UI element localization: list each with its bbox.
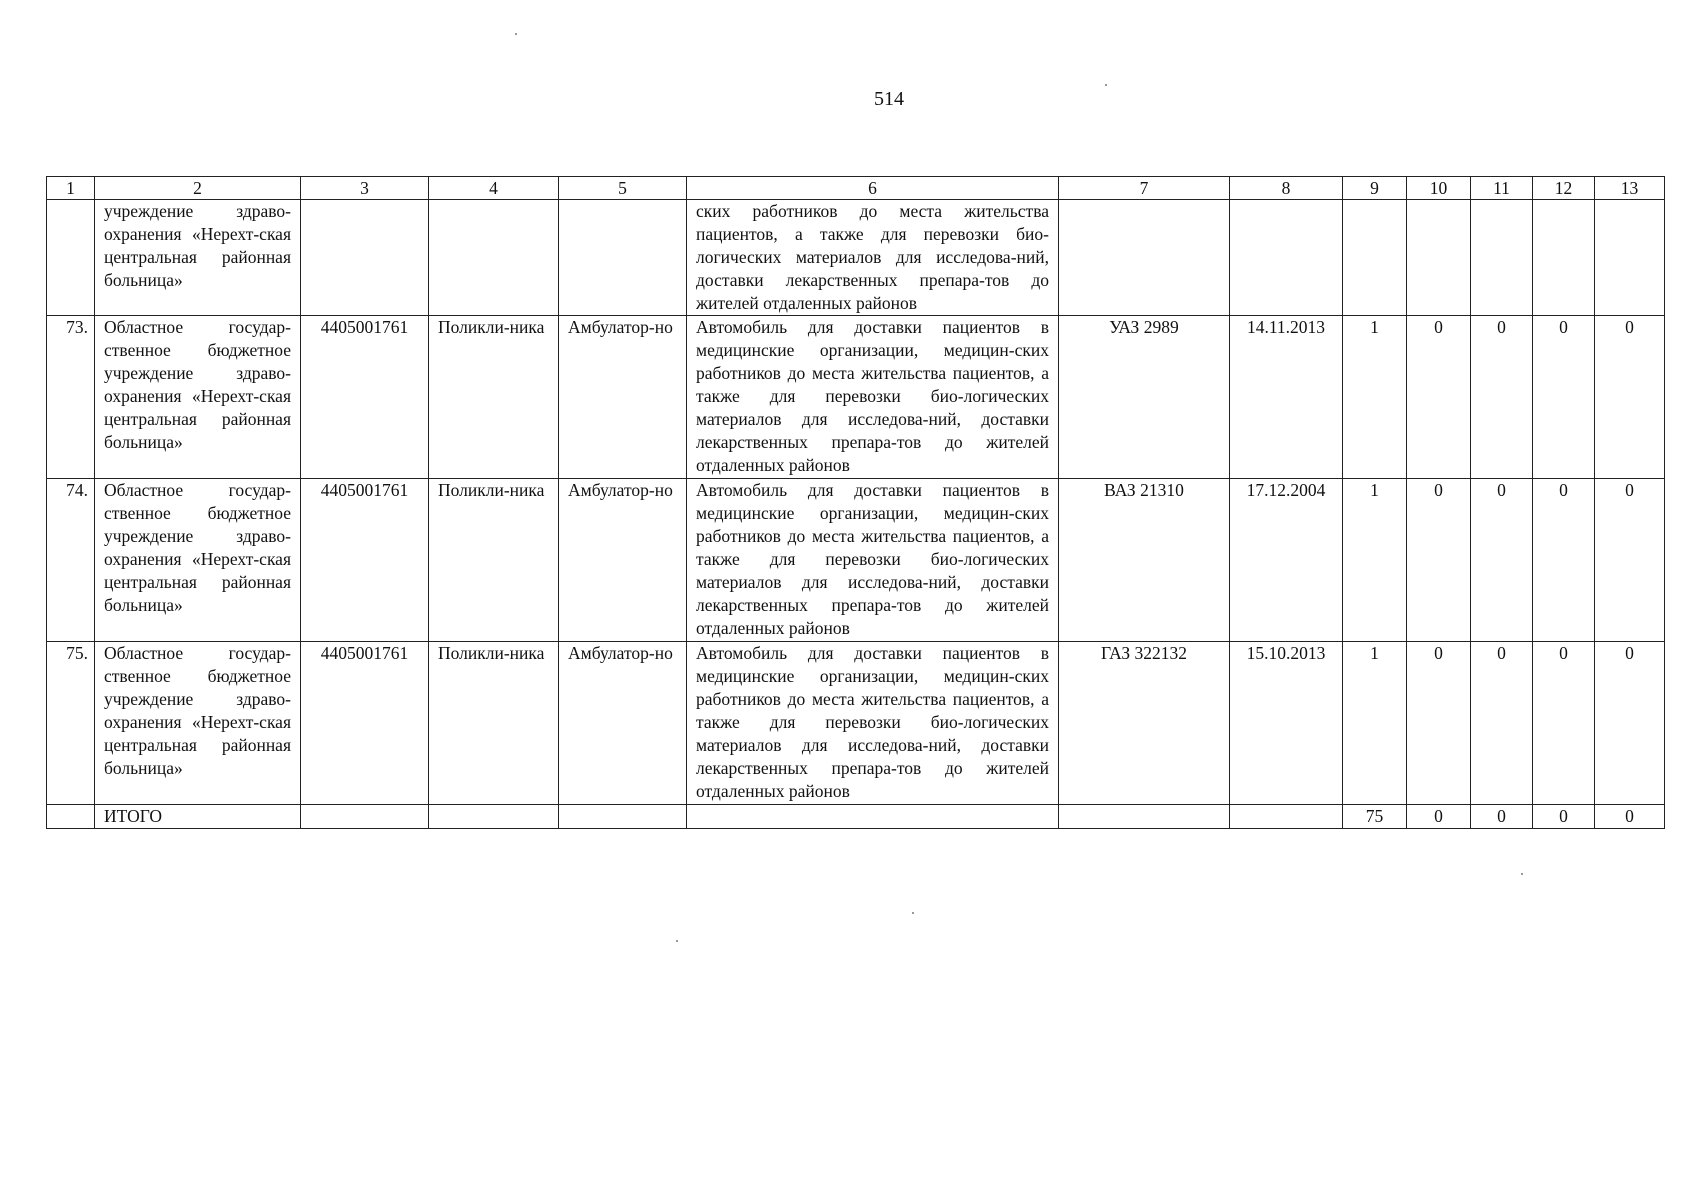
vehicle-model-cell: ВАЗ 21310: [1059, 479, 1230, 642]
description-cell: ских работников до места жительства пациентов, а также для перевозки био-логических материалов для исследова-ний, доставки лекарственных препара-тов до жителей отдаленных районов: [687, 200, 1059, 316]
facility-type-cell: Поликли-ника: [429, 642, 559, 805]
header-cell: 11: [1471, 177, 1533, 200]
col9-cell: 1: [1343, 479, 1407, 642]
col10-cell: 0: [1407, 642, 1471, 805]
vehicle-model-cell: УАЗ 2989: [1059, 316, 1230, 479]
org-cell: Областное государ-ственное бюджетное учреждение здраво-охранения «Нерехт-ская центральная районная больница»: [95, 479, 301, 642]
org-cell: Областное государ-ственное бюджетное учреждение здраво-охранения «Нерехт-ская центральная районная больница»: [95, 316, 301, 479]
date-cell: 17.12.2004: [1230, 479, 1343, 642]
col9-cell: 1: [1343, 316, 1407, 479]
total-col10: 0: [1407, 805, 1471, 829]
date-cell: 14.11.2013: [1230, 316, 1343, 479]
care-type-cell: Амбулатор-но: [559, 479, 687, 642]
header-cell: 7: [1059, 177, 1230, 200]
header-cell: 1: [47, 177, 95, 200]
org-cell: учреждение здраво-охранения «Нерехт-ская центральная районная больница»: [95, 200, 301, 316]
col13-cell: 0: [1595, 479, 1665, 642]
total-label: ИТОГО: [95, 805, 301, 829]
care-type-cell: Амбулатор-но: [559, 316, 687, 479]
header-cell: 6: [687, 177, 1059, 200]
care-type-cell: Амбулатор-но: [559, 642, 687, 805]
scan-speck: [676, 940, 678, 942]
total-col9: 75: [1343, 805, 1407, 829]
inn-cell: 4405001761: [301, 642, 429, 805]
page-number: 514: [874, 88, 904, 110]
total-col11: 0: [1471, 805, 1533, 829]
row-number: 75.: [47, 642, 95, 805]
header-cell: 10: [1407, 177, 1471, 200]
row-number: 74.: [47, 479, 95, 642]
description-cell: Автомобиль для доставки пациентов в медицинские организации, медицин-ских работников до места жительства пациентов, а также для перевозки био-логических материалов для исследова-ний, доставки лекарственных препара-тов до жителей отдаленных районов: [687, 642, 1059, 805]
column-number-row: [47, 177, 1665, 200]
scan-speck: [1105, 84, 1107, 86]
col13-cell: 0: [1595, 642, 1665, 805]
scan-speck: [1521, 873, 1523, 875]
header-cell: 9: [1343, 177, 1407, 200]
table-row: [47, 316, 1665, 479]
date-cell: 15.10.2013: [1230, 642, 1343, 805]
col9-cell: 1: [1343, 642, 1407, 805]
header-cell: 13: [1595, 177, 1665, 200]
vehicle-model-cell: ГАЗ 322132: [1059, 642, 1230, 805]
header-cell: 12: [1533, 177, 1595, 200]
header-cell: 5: [559, 177, 687, 200]
header-cell: 2: [95, 177, 301, 200]
row-number: 73.: [47, 316, 95, 479]
col11-cell: 0: [1471, 642, 1533, 805]
col10-cell: 0: [1407, 479, 1471, 642]
header-cell: 8: [1230, 177, 1343, 200]
total-col13: 0: [1595, 805, 1665, 829]
total-col12: 0: [1533, 805, 1595, 829]
scan-speck: [912, 912, 914, 914]
col11-cell: 0: [1471, 479, 1533, 642]
table-row: [47, 479, 1665, 642]
org-cell: Областное государ-ственное бюджетное учреждение здраво-охранения «Нерехт-ская центральная районная больница»: [95, 642, 301, 805]
header-cell: 4: [429, 177, 559, 200]
vehicle-table: [46, 176, 1665, 829]
description-cell: Автомобиль для доставки пациентов в медицинские организации, медицин-ских работников до места жительства пациентов, а также для перевозки био-логических материалов для исследова-ний, доставки лекарственных препара-тов до жителей отдаленных районов: [687, 479, 1059, 642]
col13-cell: 0: [1595, 316, 1665, 479]
col12-cell: 0: [1533, 316, 1595, 479]
inn-cell: 4405001761: [301, 316, 429, 479]
col12-cell: 0: [1533, 642, 1595, 805]
col10-cell: 0: [1407, 316, 1471, 479]
col12-cell: 0: [1533, 479, 1595, 642]
continuation-row: [47, 200, 1665, 316]
table-row: [47, 642, 1665, 805]
facility-type-cell: Поликли-ника: [429, 316, 559, 479]
description-cell: Автомобиль для доставки пациентов в медицинские организации, медицин-ских работников до места жительства пациентов, а также для перевозки био-логических материалов для исследова-ний, доставки лекарственных препара-тов до жителей отдаленных районов: [687, 316, 1059, 479]
inn-cell: 4405001761: [301, 479, 429, 642]
header-cell: 3: [301, 177, 429, 200]
scan-speck: [515, 33, 517, 35]
facility-type-cell: Поликли-ника: [429, 479, 559, 642]
col11-cell: 0: [1471, 316, 1533, 479]
total-row: [47, 805, 1665, 829]
